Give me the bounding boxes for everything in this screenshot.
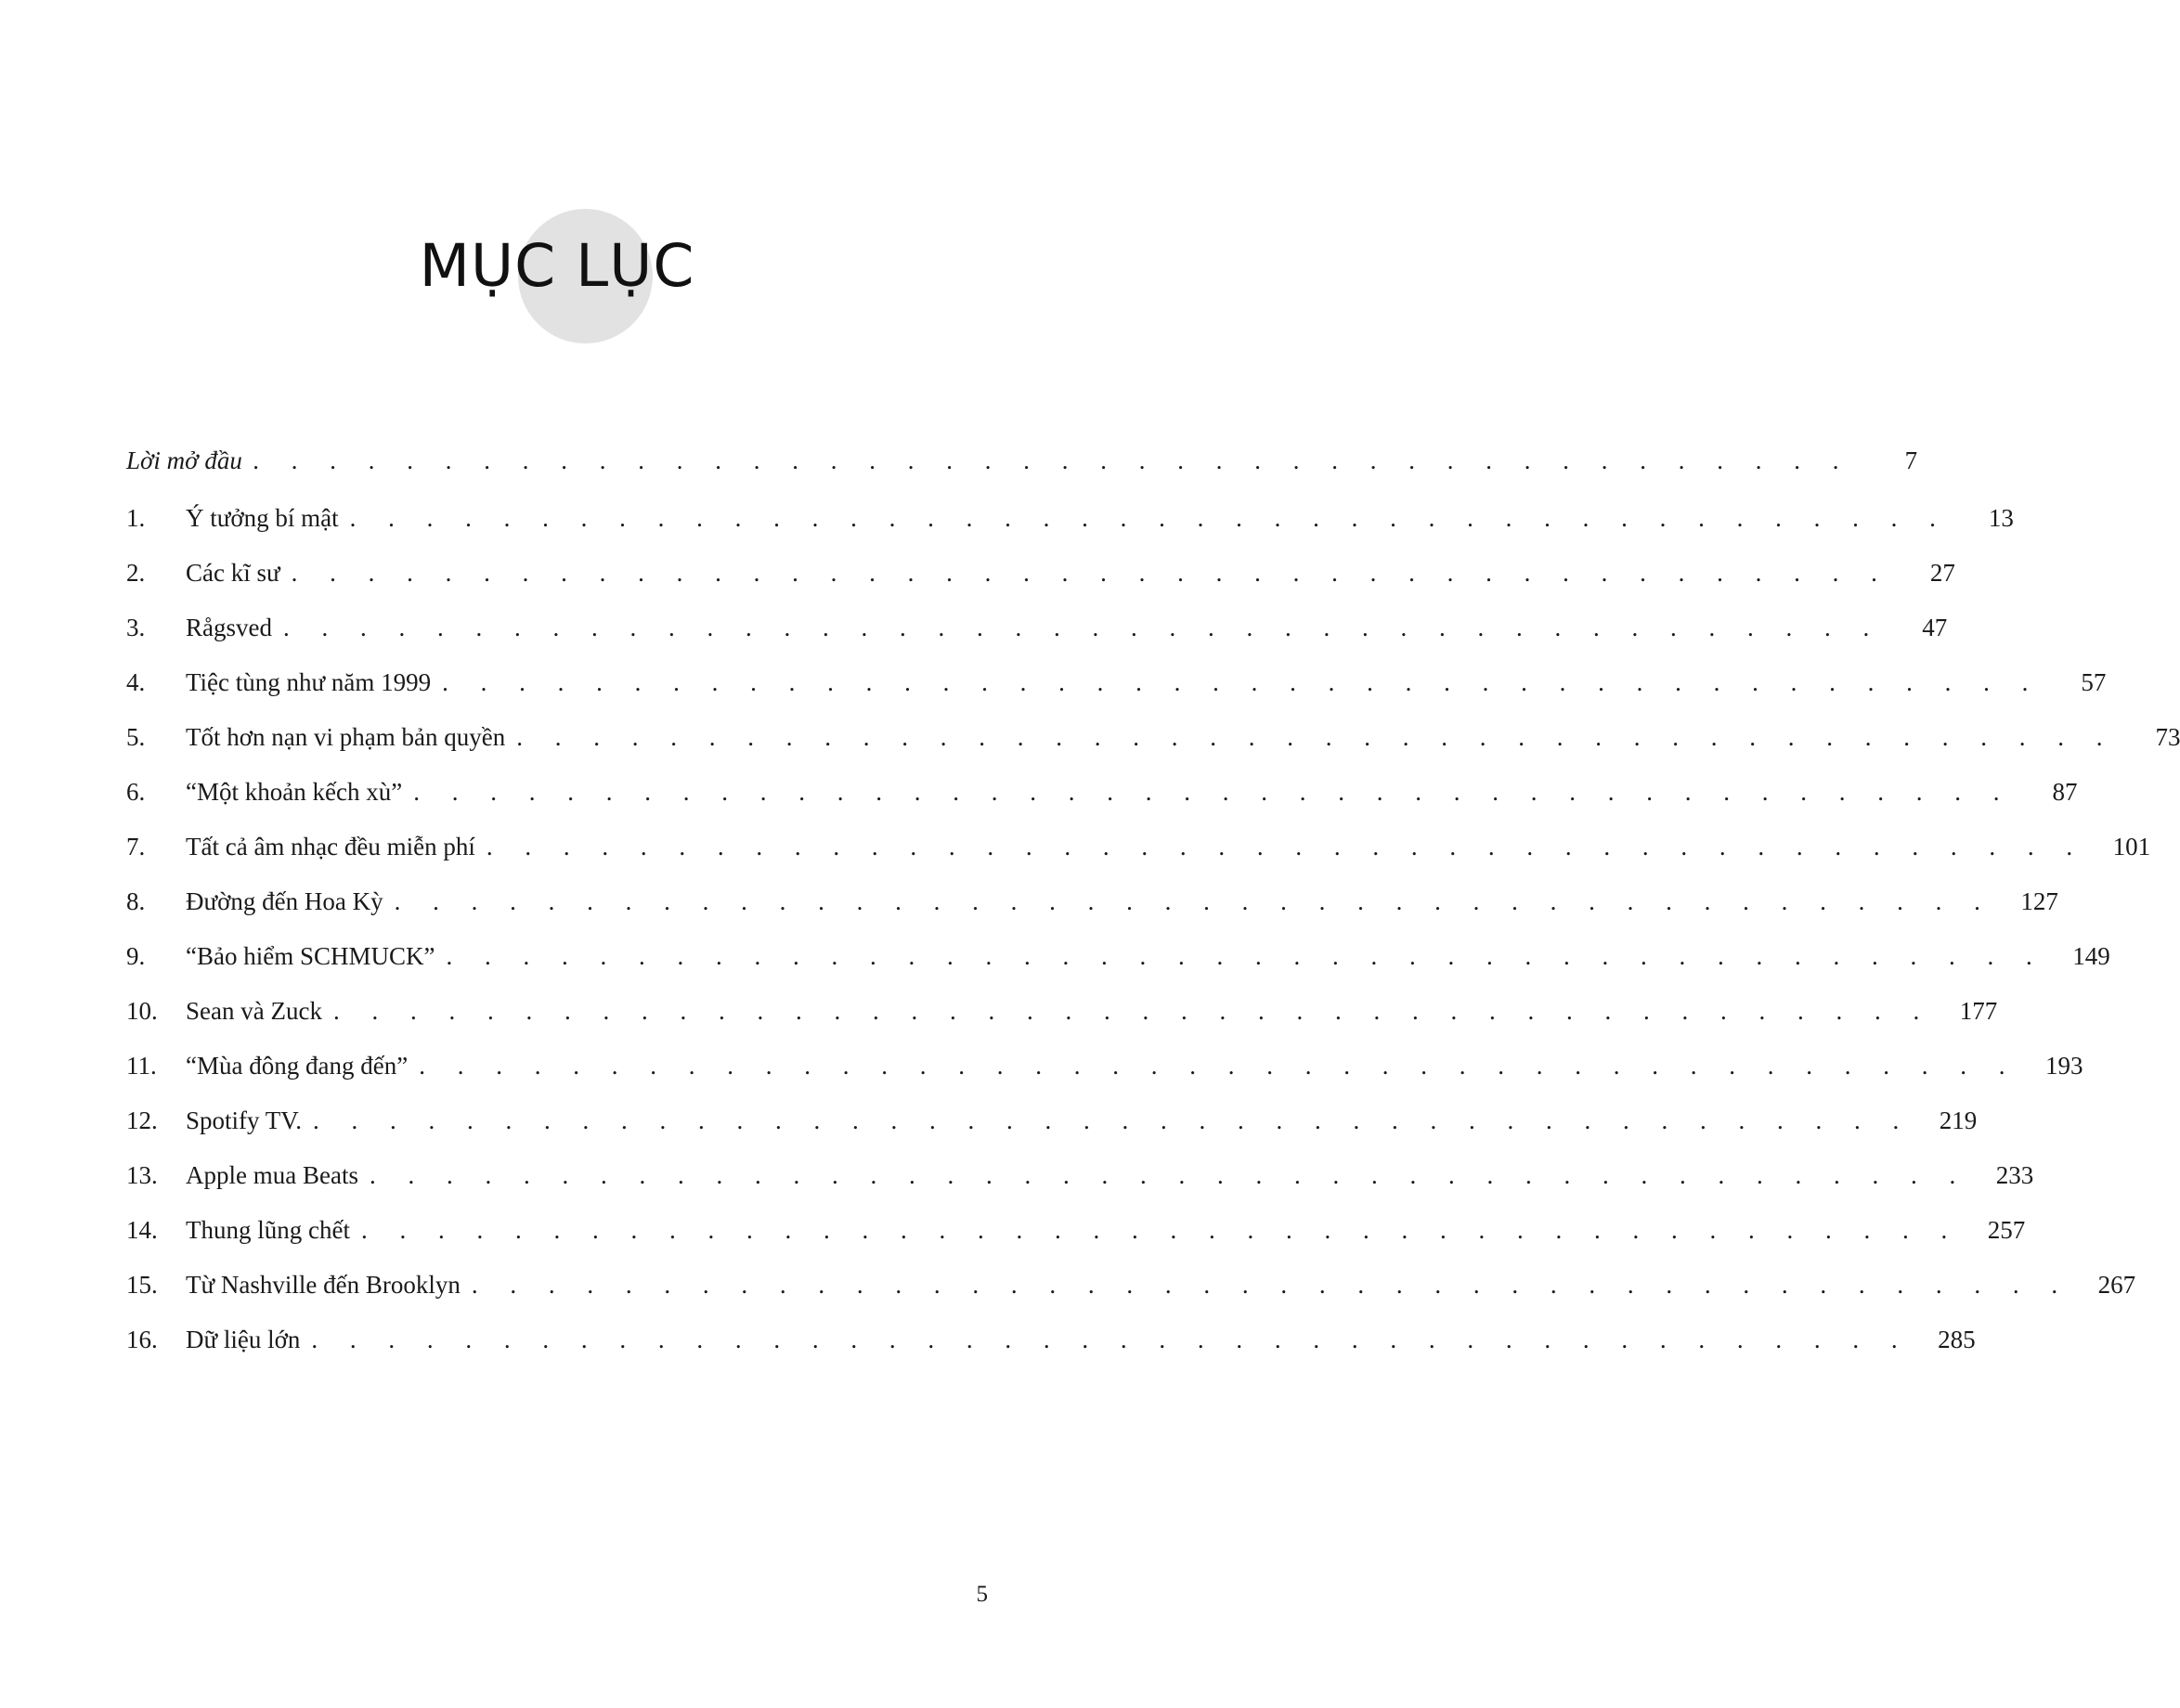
- toc-entry-label: Thung lũng chết: [186, 1216, 350, 1244]
- toc-leader-dots: . . . . . . . . . . . . . . . . . . . . . . . . . . . . . . . . . . . . . . . . . .: [253, 446, 1853, 474]
- toc-entry-page: 149: [2072, 942, 2110, 970]
- toc-leader-dots: . . . . . . . . . . . . . . . . . . . . . . . . . . . . . . . . . . . . . . . . . .: [486, 833, 2086, 860]
- toc-leader-dots: . . . . . . . . . . . . . . . . . . . . . . . . . . . . . . . . . . . . . . . . . .: [394, 887, 1993, 915]
- toc-leader-dots: . . . . . . . . . . . . . . . . . . . . . . . . . . . . . . . . . . . . . . . . . .: [360, 1216, 1961, 1244]
- toc-leader-dots: . . . . . . . . . . . . . . . . . . . . . . . . . . . . . . . . . . . . . . . . . .: [291, 559, 1890, 587]
- toc-leader-dots: . . . . . . . . . . . . . . . . . . . . . . . . . . . . . . . . . . . . . . . . . .: [413, 778, 2013, 806]
- toc-entry-label: Các kĩ sư: [186, 559, 280, 587]
- toc-entry-label: Dữ liệu lớn: [186, 1326, 301, 1353]
- toc-entry-page: 13: [1988, 504, 2014, 532]
- toc-entry[interactable]: [126, 491, 2014, 546]
- toc-entry-number: 13.: [126, 1161, 158, 1189]
- toc-entry-page: 219: [1939, 1106, 1978, 1134]
- toc-entry[interactable]: [126, 1313, 1976, 1367]
- toc-leader-dots: . . . . . . . . . . . . . . . . . . . . . . . . . . . . . . . . . . . . . . . . . .: [311, 1326, 1911, 1353]
- toc-entry-page: 7: [1904, 446, 1918, 474]
- toc-entry[interactable]: [126, 601, 1948, 655]
- toc-leader-dots: . . . . . . . . . . . . . . . . . . . . . . . . . . . . . . . . . . . . . . . . . .: [282, 614, 1883, 641]
- toc-entry-number: 7.: [126, 833, 146, 860]
- toc-entry-page: 27: [1929, 559, 1955, 587]
- toc-entry-label: Đường đến Hoa Kỳ: [186, 887, 383, 915]
- toc-entry-number: 11.: [126, 1052, 157, 1080]
- toc-entry-page: 267: [2097, 1271, 2136, 1299]
- toc-leader-dots: . . . . . . . . . . . . . . . . . . . . . . . . . . . . . . . . . . . . . . . . . .: [349, 504, 1949, 532]
- toc-entry[interactable]: [126, 546, 1955, 601]
- toc-entry-number: 5.: [126, 723, 146, 751]
- toc-entry-page: 101: [2112, 833, 2151, 860]
- toc-entry-label: “Mùa đông đang đến”: [186, 1052, 409, 1080]
- toc-entry[interactable]: [126, 1258, 2136, 1313]
- toc-entry-page: 257: [1987, 1216, 2026, 1244]
- toc-leader-dots: . . . . . . . . . . . . . . . . . . . . . . . . . . . . . . . . . . . . . . . . . .: [369, 1161, 1969, 1189]
- toc-entry[interactable]: [126, 710, 2180, 765]
- toc-entry[interactable]: [126, 765, 2078, 820]
- toc-entry-label: “Bảo hiểm SCHMUCK”: [186, 942, 435, 970]
- toc-leader-dots: . . . . . . . . . . . . . . . . . . . . . . . . . . . . . . . . . . . . . . . . . .: [471, 1271, 2071, 1299]
- toc-entry[interactable]: [126, 655, 2107, 710]
- toc-entry-page: 193: [2044, 1052, 2083, 1080]
- toc-entry[interactable]: [126, 929, 2110, 984]
- toc-entry-number: 15.: [126, 1271, 158, 1299]
- toc-entry-page: 87: [2052, 778, 2078, 806]
- toc-entry[interactable]: [126, 1148, 2034, 1203]
- toc-entry-label: Apple mua Beats: [186, 1161, 358, 1189]
- toc-entry[interactable]: [126, 820, 2151, 874]
- toc-leader-dots: . . . . . . . . . . . . . . . . . . . . . . . . . . . . . . . . . . . . . . . . . .: [332, 997, 1933, 1025]
- toc-entry-label: Tốt hơn nạn vi phạm bản quyền: [186, 723, 506, 751]
- toc-entry-label: “Một khoản kếch xù”: [186, 778, 403, 806]
- page-title-block: [0, 209, 1114, 367]
- toc-entry-page: 285: [1938, 1326, 1976, 1353]
- toc-entry-preface[interactable]: [126, 432, 1918, 489]
- toc-entry[interactable]: [126, 984, 1998, 1039]
- toc-leader-dots: . . . . . . . . . . . . . . . . . . . . . . . . . . . . . . . . . . . . . . . . . .: [516, 723, 2116, 751]
- toc-entry[interactable]: [126, 1039, 2083, 1093]
- toc-leader-dots: . . . . . . . . . . . . . . . . . . . . . . . . . . . . . . . . . . . . . . . . . .: [442, 668, 2042, 696]
- toc-entry-page: 57: [2081, 668, 2107, 696]
- toc-entry-page: 47: [1922, 614, 1948, 641]
- toc-entry-number: 6.: [126, 778, 146, 806]
- toc-entry-label: Lời mở đầu: [126, 446, 242, 474]
- toc-entry-label: Ý tưởng bí mật: [186, 504, 339, 532]
- toc-entry[interactable]: [126, 1093, 1978, 1148]
- toc-entry-label: Rågsved: [186, 614, 272, 641]
- page-folio: 5: [976, 1582, 988, 1607]
- page-title: MỤC LỤC: [419, 232, 695, 300]
- toc-entry[interactable]: [126, 874, 2058, 929]
- toc-leader-dots: . . . . . . . . . . . . . . . . . . . . . . . . . . . . . . . . . . . . . . . . . .: [419, 1052, 2018, 1080]
- toc-leader-dots: . . . . . . . . . . . . . . . . . . . . . . . . . . . . . . . . . . . . . . . . . .: [313, 1106, 1913, 1134]
- table-of-contents: [126, 432, 2180, 1367]
- toc-entry-label: Từ Nashville đến Brooklyn: [186, 1271, 461, 1299]
- toc-leader-dots: . . . . . . . . . . . . . . . . . . . . . . . . . . . . . . . . . . . . . . . . . .: [446, 942, 2045, 970]
- toc-entry-label: Sean và Zuck: [186, 997, 322, 1025]
- toc-entry-number: 4.: [126, 668, 146, 696]
- toc-entry-number: 3.: [126, 614, 146, 641]
- toc-entry-number: 16.: [126, 1326, 158, 1353]
- toc-entry-number: 12.: [126, 1106, 158, 1134]
- toc-entry-page: 177: [1959, 997, 1998, 1025]
- toc-entry-number: 14.: [126, 1216, 158, 1244]
- toc-entry[interactable]: [126, 1203, 2026, 1258]
- toc-entry-number: 2.: [126, 559, 146, 587]
- toc-entry-number: 8.: [126, 887, 146, 915]
- toc-entry-number: 1.: [126, 504, 146, 532]
- toc-entry-number: 9.: [126, 942, 146, 970]
- toc-entry-label: Spotify TV.: [186, 1106, 303, 1134]
- toc-entry-page: 127: [2020, 887, 2058, 915]
- toc-entry-number: 10.: [126, 997, 158, 1025]
- toc-entry-label: Tất cả âm nhạc đều miễn phí: [186, 833, 475, 860]
- toc-entry-label: Tiệc tùng như năm 1999: [186, 668, 432, 696]
- toc-entry-page: 73: [2155, 723, 2180, 751]
- toc-entry-page: 233: [1995, 1161, 2034, 1189]
